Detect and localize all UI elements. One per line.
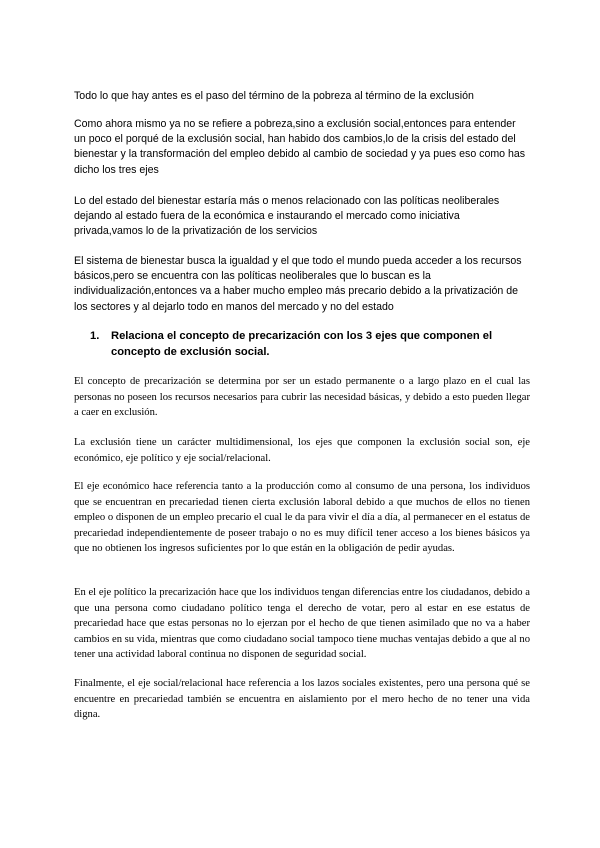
intro-paragraph-3: Lo del estado del bienestar estaría más o menos relacionado con las políticas neoliberales dejando al estado fuera de la económica e instaurando el mercado como iniciativa privada,vamos lo de la privatización de los servicios (74, 195, 500, 238)
answer-paragraph-5: Finalmente, el eje social/relacional hace referencia a los lazos sociales existentes, pero una persona qué se encuentre en precariedad también se encuentra en aislamiento por el mero hecho de no tener una vida digna. (74, 678, 530, 721)
intro-paragraph-4: El sistema de bienestar busca la igualdad y el que todo el mundo pueda acceder a los recursos básicos,pero se encuentra con las políticas neoliberales que lo buscan es la individualización,entonces va a haber mucho empleo más precario debido a la privatización de los sectores y al dejarlo todo en manos del mercado y no del estado (74, 255, 522, 313)
intro-paragraph-2: Como ahora mismo ya no se refiere a pobreza,sino a exclusión social,entonces para entender un poco el porqué de la exclusión social, han habido dos cambios,lo de la crisis del estado del bienestar y la transformación del empleo debido al cambio de sociedad y ya pues eso como has dicho los tres ejes (74, 118, 526, 176)
question-number: 1. (90, 330, 100, 342)
answer-paragraph-1: El concepto de precarización se determina por ser un estado permanente o a largo plazo en el cual las personas no poseen los recursos necesarios para cubrir las necesidad básicas, y debido a esto pueden llegar a caer en exclusión. (74, 376, 530, 419)
question-heading (90, 329, 510, 360)
intro-paragraph-1: Todo lo que hay antes es el paso del término de la pobreza al término de la exclusión (74, 90, 474, 102)
answer-paragraph-2: La exclusión tiene un carácter multidimensional, los ejes que componen la exclusión social son, eje económico, eje político y eje social/relacional. (74, 437, 530, 464)
answer-paragraph-4: En el eje político la precarización hace que los individuos tengan diferencias entre los ciudadanos, debido a que una persona como ciudadano político tenga el derecho de votar, pero al estar en ese estatus de precariedad hace que estas personas no lo ejerzan por el hecho de que tienen asimilado que no va a haber cambios en su vida, mientras que como ciudadano social tampoco tiene muchas ventajas debido a que al no tener una actividad laboral continua no disponen de seguridad social. (74, 587, 530, 661)
answer-paragraph-3: El eje económico hace referencia tanto a la producción como al consumo de una persona, los individuos que se encuentran en precariedad tienen cierta exclusión laboral debido a que muchos de ellos no tienen empleo o disponen de un empleo precario el cual le da para vivir el día a día, al permanecer en el estatus de precariedad independientemente de poseer trabajo o no es muy difícil tener acceso a los bienes básicos ya que no obtienen los ingresos suficientes por lo que están en la obligación de pedir ayudas. (74, 481, 530, 555)
question-text: Relaciona el concepto de precarización con los 3 ejes que componen el concepto de exclusión social. (111, 330, 493, 358)
